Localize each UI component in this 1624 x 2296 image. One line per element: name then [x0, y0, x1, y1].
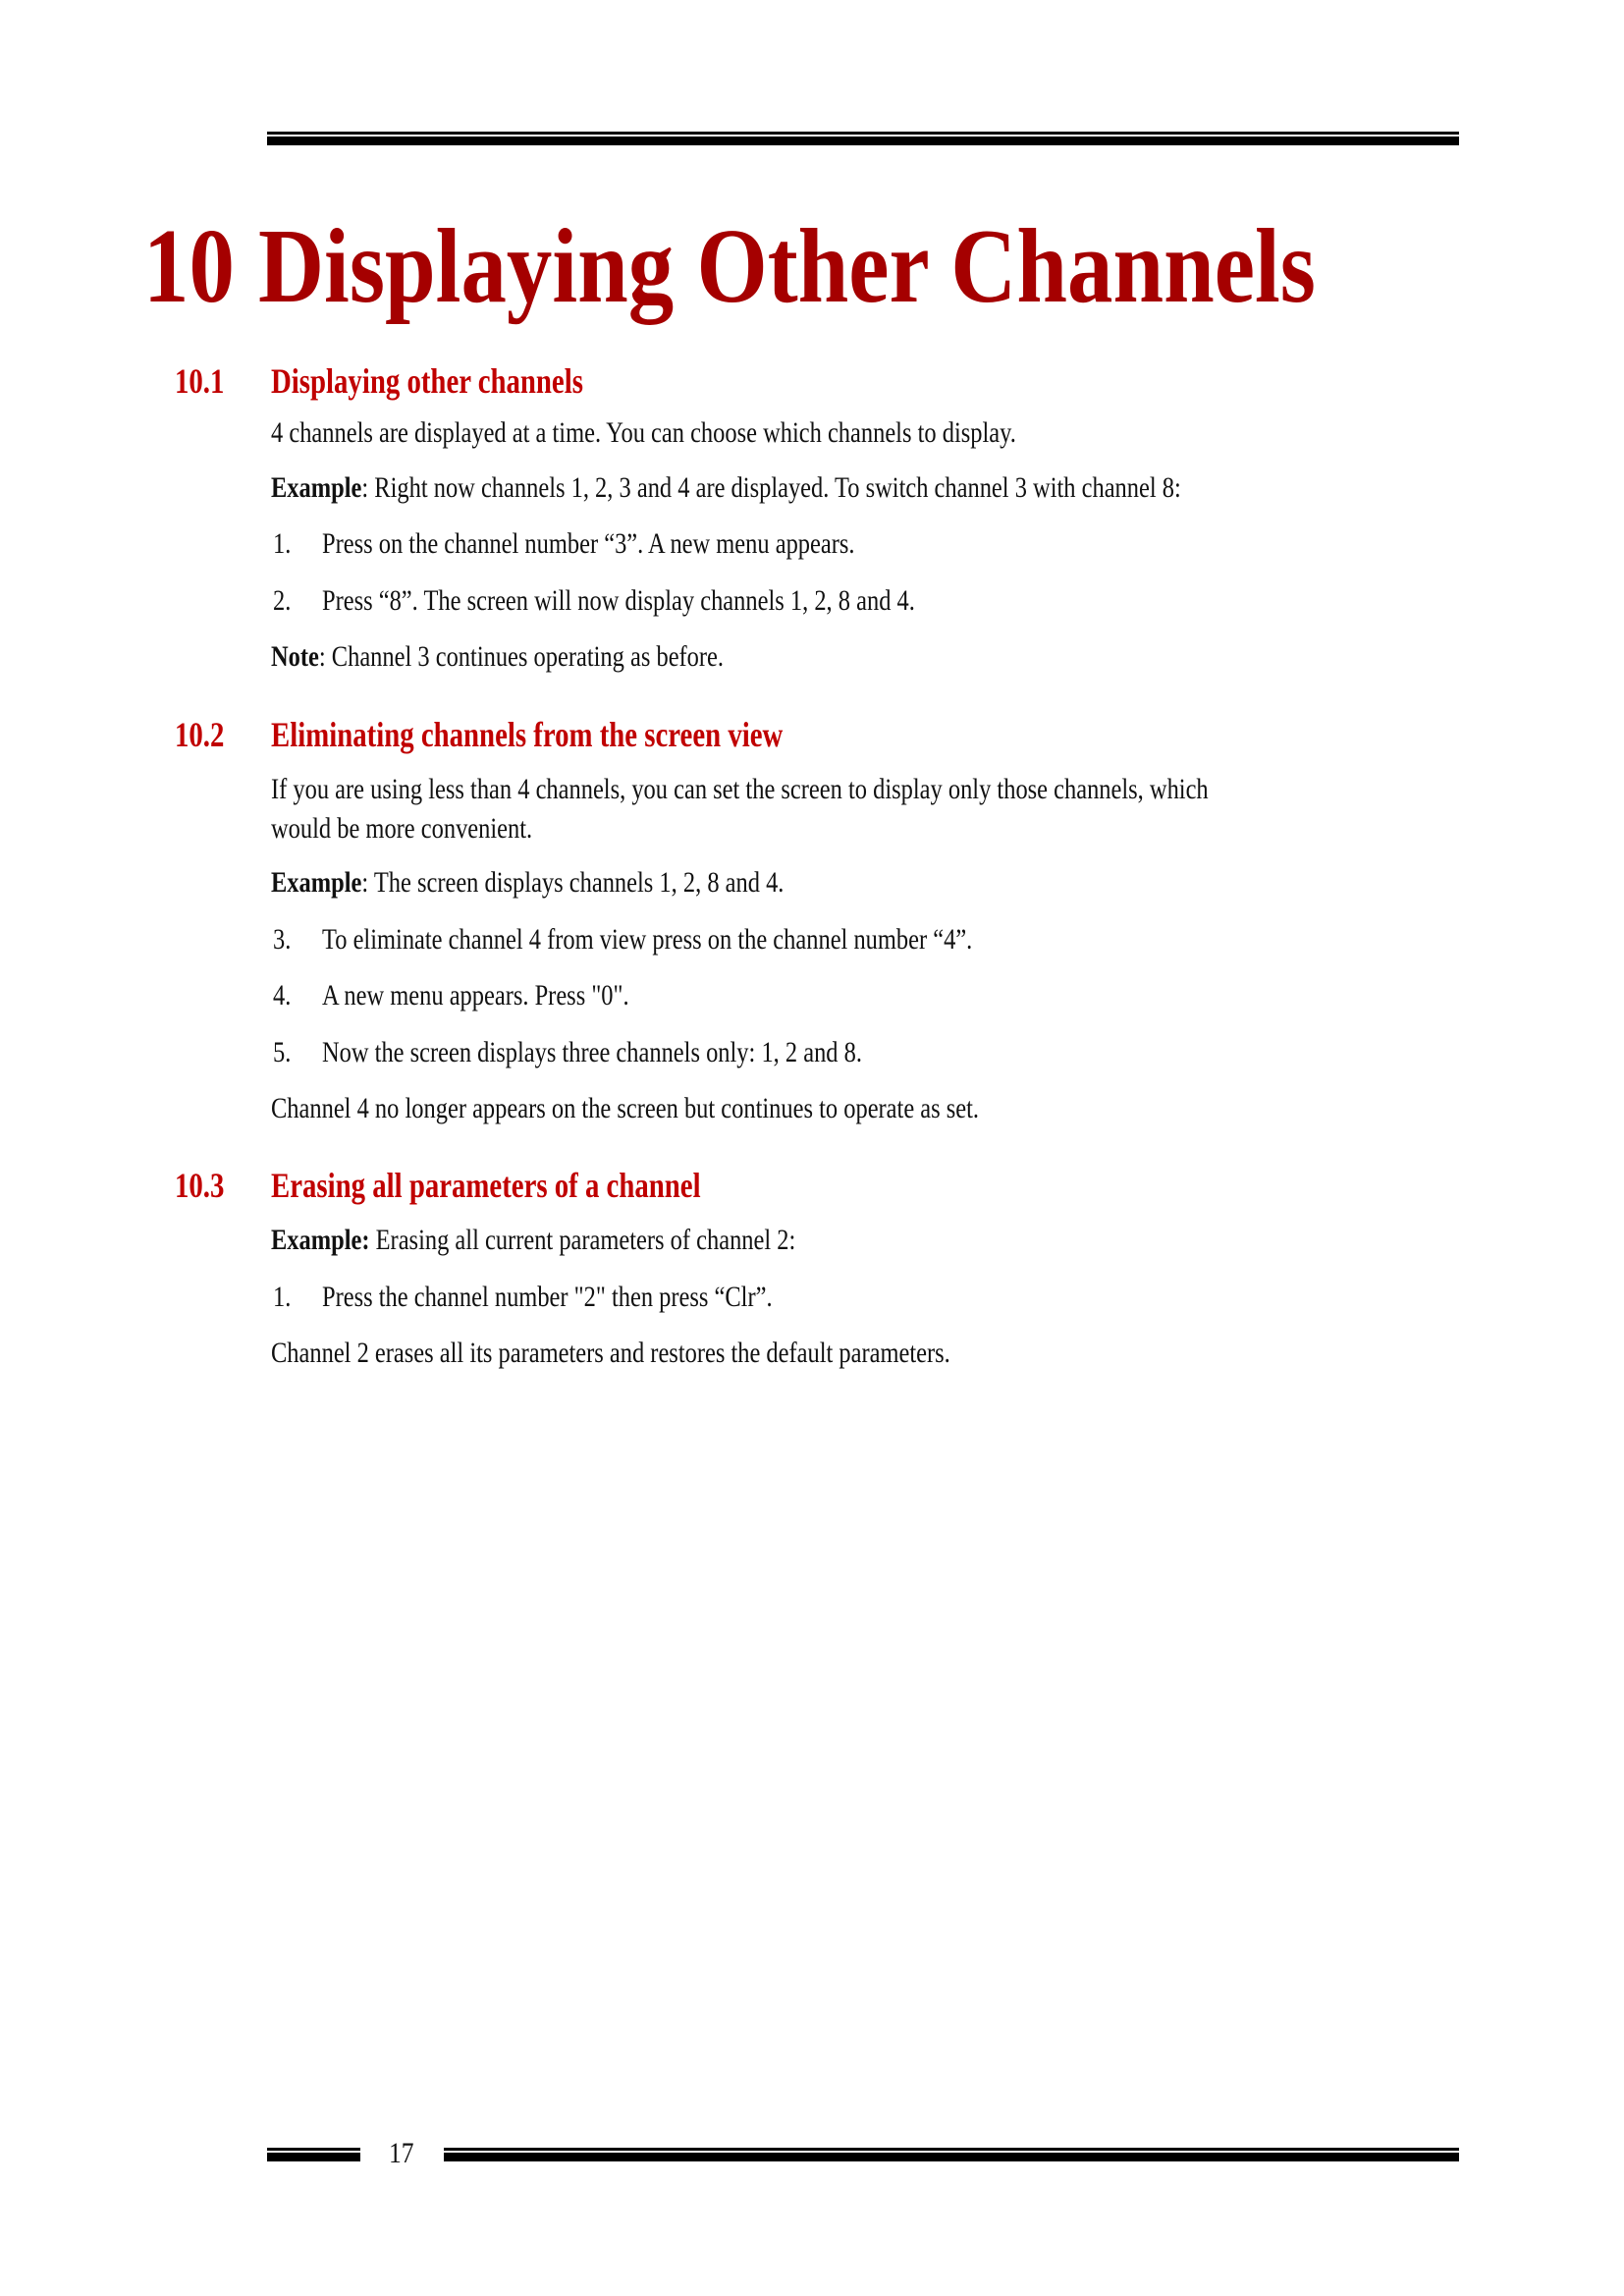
list-item-text: Press the channel number "2" then press “Clr”.	[322, 1281, 773, 1313]
page-number: 17	[389, 2137, 414, 2169]
section-number: 10.2	[175, 715, 225, 754]
section-heading: Eliminating channels from the screen view	[271, 715, 784, 754]
list-item-text: A new menu appears. Press "0".	[322, 979, 629, 1011]
example-label: Example	[271, 866, 362, 899]
note-paragraph	[271, 638, 724, 676]
paragraph: Channel 2 erases all its parameters and restores the default parameters.	[271, 1337, 950, 1369]
list-item-text: Now the screen displays three channels only: 1, 2 and 8.	[322, 1036, 862, 1068]
header-rule-thin	[267, 132, 1459, 135]
chapter-number: 10	[143, 208, 235, 325]
list-item-text: Press “8”. The screen will now display channels 1, 2, 8 and 4.	[322, 584, 915, 617]
chapter-title-text: Displaying Other Channels	[257, 208, 1316, 325]
header-rule-thick	[267, 137, 1459, 145]
example-label: Example:	[271, 1224, 370, 1256]
list-item-text: Press on the channel number “3”. A new menu appears.	[322, 527, 855, 560]
example-paragraph	[271, 1222, 795, 1259]
footer-rule-left-thin	[267, 2148, 360, 2151]
section-number: 10.3	[175, 1166, 225, 1205]
list-item-number: 2.	[273, 584, 292, 617]
footer-rule-right-thin	[444, 2148, 1459, 2151]
example-text: : Right now channels 1, 2, 3 and 4 are displayed. To switch channel 3 with channel 8:	[361, 471, 1181, 504]
example-text: Erasing all current parameters of channel 2:	[369, 1224, 796, 1256]
list-item-number: 3.	[273, 923, 292, 956]
section-number: 10.1	[175, 361, 225, 401]
list-item-text: To eliminate channel 4 from view press on the channel number “4”.	[322, 923, 973, 956]
note-text: : Channel 3 continues operating as before.	[318, 640, 725, 673]
paragraph-line: would be more convenient.	[271, 812, 533, 845]
list-item-number: 4.	[273, 979, 292, 1011]
chapter-title	[143, 208, 1316, 326]
paragraph: Channel 4 no longer appears on the screen but continues to operate as set.	[271, 1092, 980, 1124]
paragraph-line: If you are using less than 4 channels, you can set the screen to display only those channels, which	[271, 773, 1209, 805]
list-item-number: 1.	[273, 527, 292, 560]
example-text: : The screen displays channels 1, 2, 8 and 4.	[361, 866, 785, 899]
example-paragraph	[271, 864, 784, 902]
section-heading: Erasing all parameters of a channel	[271, 1166, 701, 1205]
list-item-number: 1.	[273, 1281, 292, 1313]
paragraph: 4 channels are displayed at a time. You can choose which channels to display.	[271, 416, 1016, 449]
note-label: Note	[271, 640, 319, 673]
example-paragraph	[271, 469, 1181, 507]
footer-rule-right-thick	[444, 2153, 1459, 2161]
list-item-number: 5.	[273, 1036, 292, 1068]
footer-rule-left-thick	[267, 2153, 360, 2161]
section-heading: Displaying other channels	[271, 361, 583, 401]
example-label: Example	[271, 471, 362, 504]
